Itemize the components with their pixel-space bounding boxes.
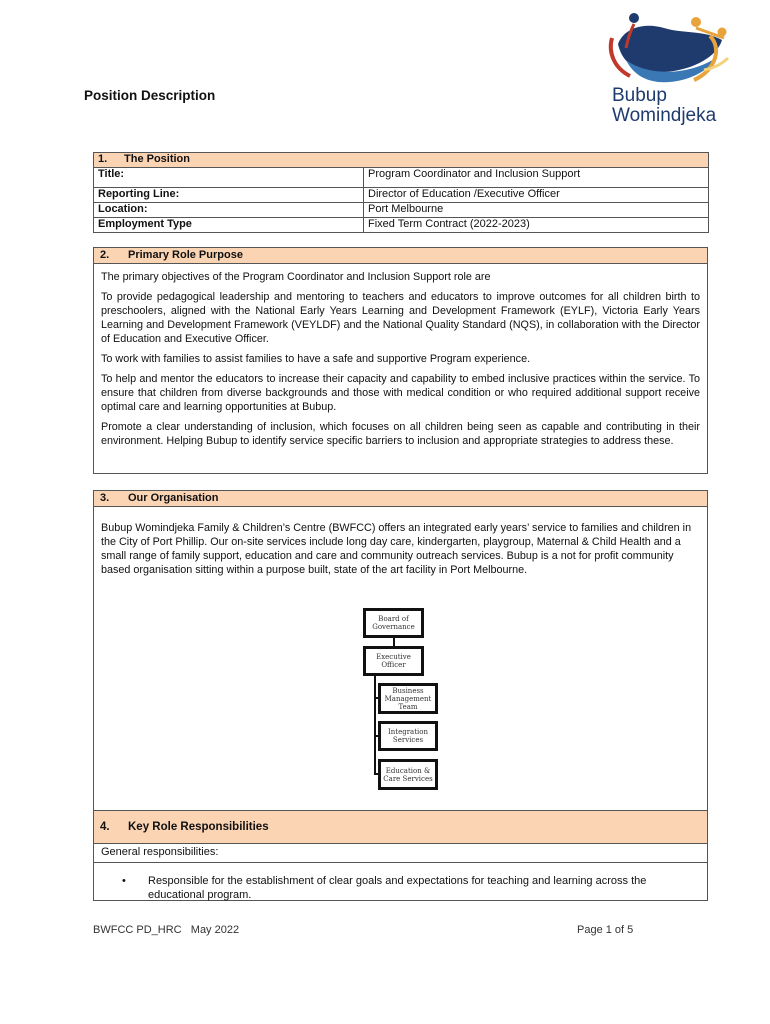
row-value: Director of Education /Executive Officer	[364, 188, 709, 203]
bubup-logo	[604, 8, 734, 130]
paragraph: To work with families to assist families to have a safe and supportive Program experience.	[101, 353, 531, 365]
paragraph: The primary objectives of the Program Coordinator and Inclusion Support role are	[101, 271, 491, 283]
row-label: Location:	[94, 203, 364, 218]
row-label: Employment Type	[94, 218, 364, 233]
section-title: Our Organisation	[128, 492, 219, 504]
row-value: Program Coordinator and Inclusion Support	[364, 168, 709, 188]
paragraph: Promote a clear understanding of inclusion, which focuses on all children being seen as capable and contributing in their environment. Helping Bubup to identify service specific barriers to inclusion and appropriate strategies to address these.	[101, 421, 700, 447]
section-title: The Position	[124, 153, 190, 165]
footer-doc-ref: BWFCC PD_HRC May 2022	[93, 924, 240, 936]
position-table	[93, 152, 709, 233]
section-3-body	[94, 507, 707, 577]
footer-page-number: Page 1 of 5	[577, 924, 634, 936]
org-box-business: Business Management Team	[378, 683, 438, 714]
row-value: Fixed Term Contract (2022-2023)	[364, 218, 709, 233]
section-number: 3.	[100, 492, 110, 504]
section-number: 4.	[100, 821, 110, 833]
logo-figures-icon	[604, 8, 734, 88]
logo-line-2: Womindjeka	[612, 105, 717, 126]
paragraph: To help and mentor the educators to increase their capacity and capability to embed inclusive practices within the service. To ensure that children from diverse backgrounds and those with medical condition or who required additional support receive optimal care and learning opportunities at Bubup.	[101, 373, 700, 413]
section-number: 1.	[98, 153, 108, 165]
paragraph: To provide pedagogical leadership and mentoring to teachers and educators to improve outcomes for all children birth to preschoolers, aligned with the National Early Years Learning and Development Framework (EYLF), Victoria Early Years Learning and Development Framework (VEYLDF) and the National Quality Standard (NQS), in collaboration with the Director of Education and Executive Officer.	[101, 291, 700, 345]
section-4	[93, 810, 708, 901]
section-2	[93, 247, 708, 474]
section-4-header	[94, 811, 707, 844]
section-3-header	[94, 491, 707, 507]
org-box-board: Board of Governance	[363, 608, 424, 638]
list-item: • Responsible for the establishment of clear goals and expectations for teaching and learning across the educational program.	[94, 863, 707, 902]
paragraph: Bubup Womindjeka Family & Children’s Centre (BWFCC) offers an integrated early years’ service to families and children in the City of Port Phillip. Our on-site services include long day care, kindergarten, playgroup, Maternal & Child Health and a small range of family support, education and care and community outreach services. Bubup is a not for profit community based organisation sitting within a purpose built, state of the art facility in Port Melbourne.	[101, 522, 692, 576]
section-1-header	[94, 153, 709, 168]
section-2-header	[94, 248, 707, 264]
section-2-body	[94, 264, 707, 448]
section-title: Key Role Responsibilities	[128, 821, 269, 833]
org-box-education: Education & Care Services	[378, 759, 438, 790]
row-label: Reporting Line:	[94, 188, 364, 203]
logo-text	[612, 86, 716, 126]
row-label: Title:	[94, 168, 364, 188]
section-number: 2.	[100, 249, 110, 261]
org-box-integration: Integration Services	[378, 721, 438, 751]
page-title: Position Description	[84, 88, 216, 103]
logo-line-1: Bubup	[612, 85, 667, 106]
org-connector	[374, 676, 376, 773]
section-title: Primary Role Purpose	[128, 249, 243, 261]
org-box-executive: Executive Officer	[363, 646, 424, 676]
row-value: Port Melbourne	[364, 203, 709, 218]
section-4-subtitle: General responsibilities:	[94, 844, 707, 863]
